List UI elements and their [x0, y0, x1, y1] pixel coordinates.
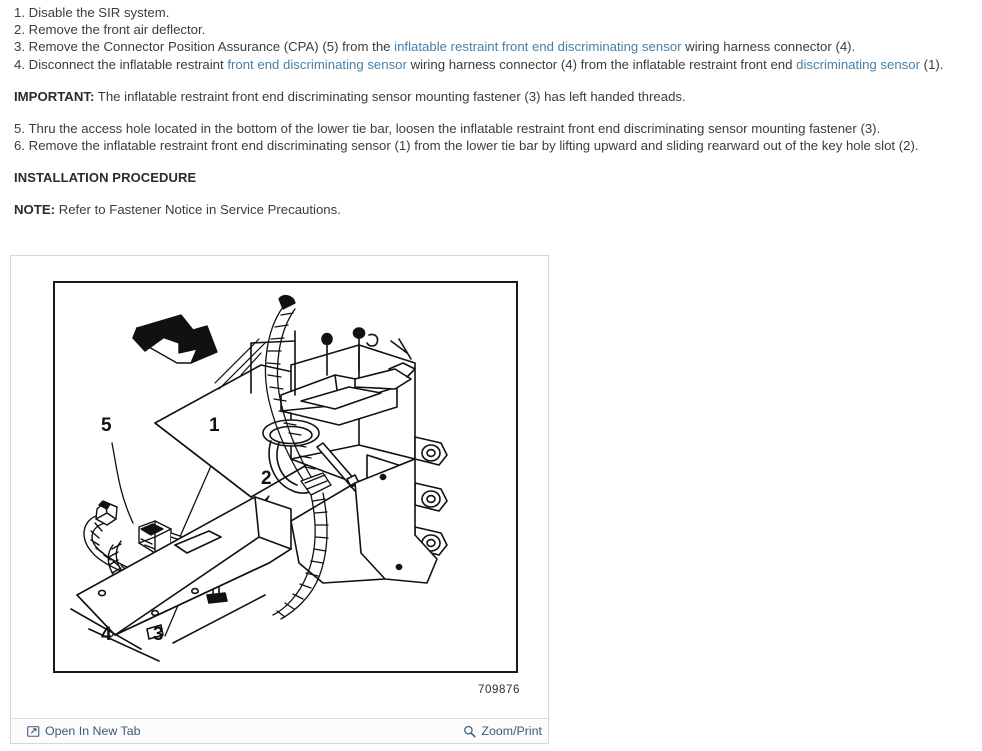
magnifier-icon	[463, 725, 476, 738]
procedure-step	[14, 21, 969, 38]
open-in-new-tab-label: Open In New Tab	[45, 724, 141, 738]
spacer	[14, 105, 969, 120]
mounting-ears	[415, 437, 447, 555]
zoom-print-button[interactable]	[463, 724, 542, 738]
step-text: Remove the front air deflector.	[28, 22, 206, 38]
open-in-new-tab-icon	[27, 725, 40, 738]
note-callout	[14, 201, 969, 218]
inline-link[interactable]: discriminating sensor	[796, 56, 921, 72]
direction-arrow-icon	[133, 315, 217, 363]
step-text: Thru the access hole located in the bottom of the lower tie bar, loosen the inflatable restraint front end discriminating sensor mounting fastener (3).	[28, 121, 881, 137]
zoom-print-label: Zoom/Print	[481, 724, 542, 738]
technical-illustration	[55, 283, 516, 671]
step-text: Remove the Connector Position Assurance (CPA) (5) from the	[28, 39, 395, 55]
figure-callout-3: 3	[153, 624, 164, 645]
figure-callout-5: 5	[101, 415, 112, 436]
step-number: 2.	[14, 22, 29, 38]
procedure-step	[14, 120, 969, 137]
inline-link[interactable]: inflatable restraint front end discriminating sensor	[394, 39, 682, 55]
important-text: The inflatable restraint front end discriminating sensor mounting fastener (3) has left handed threads.	[94, 88, 686, 104]
procedure-steps-group-1	[14, 4, 969, 73]
figure-body	[11, 256, 548, 720]
inline-link[interactable]: front end discriminating sensor	[227, 56, 407, 72]
step-number: 5.	[14, 121, 29, 137]
figure-frame	[53, 281, 518, 673]
procedure-step	[14, 56, 969, 73]
open-in-new-tab-button[interactable]	[27, 724, 141, 738]
procedure-text-block	[14, 4, 969, 219]
figure-toolbar	[11, 718, 548, 743]
step-text: (1).	[920, 56, 944, 72]
step-number: 6.	[14, 138, 29, 154]
step-text: wiring harness connector (4).	[681, 39, 856, 55]
step-text: Remove the inflatable restraint front end discriminating sensor (1) from the lower tie bar by lifting upward and sliding rearward out of the key hole slot (2).	[28, 138, 919, 154]
procedure-step	[14, 4, 969, 21]
note-label: NOTE:	[14, 202, 56, 218]
spacer	[14, 73, 969, 88]
figure-callout-2: 2	[261, 468, 272, 489]
step-number: 4.	[14, 56, 29, 72]
step-text: wiring harness connector (4) from the inflatable restraint front end	[406, 56, 797, 72]
step-text: Disconnect the inflatable restraint	[28, 56, 228, 72]
spacer	[14, 154, 969, 169]
figure-callout-4: 4	[101, 624, 112, 645]
installation-procedure-heading: INSTALLATION PROCEDURE	[14, 170, 197, 186]
procedure-step	[14, 137, 969, 154]
procedure-step	[14, 38, 969, 55]
procedure-steps-group-2	[14, 120, 969, 154]
step-text: Disable the SIR system.	[28, 5, 170, 20]
important-label: IMPORTANT:	[14, 88, 95, 104]
step-number: 1.	[14, 5, 29, 20]
spacer	[14, 186, 969, 201]
figure-callout-1: 1	[209, 415, 220, 436]
step-number: 3.	[14, 39, 29, 55]
figure-id-number: 709876	[478, 684, 520, 696]
note-text: Refer to Fastener Notice in Service Precautions.	[55, 202, 341, 218]
figure-panel	[10, 255, 549, 744]
important-callout	[14, 88, 969, 105]
